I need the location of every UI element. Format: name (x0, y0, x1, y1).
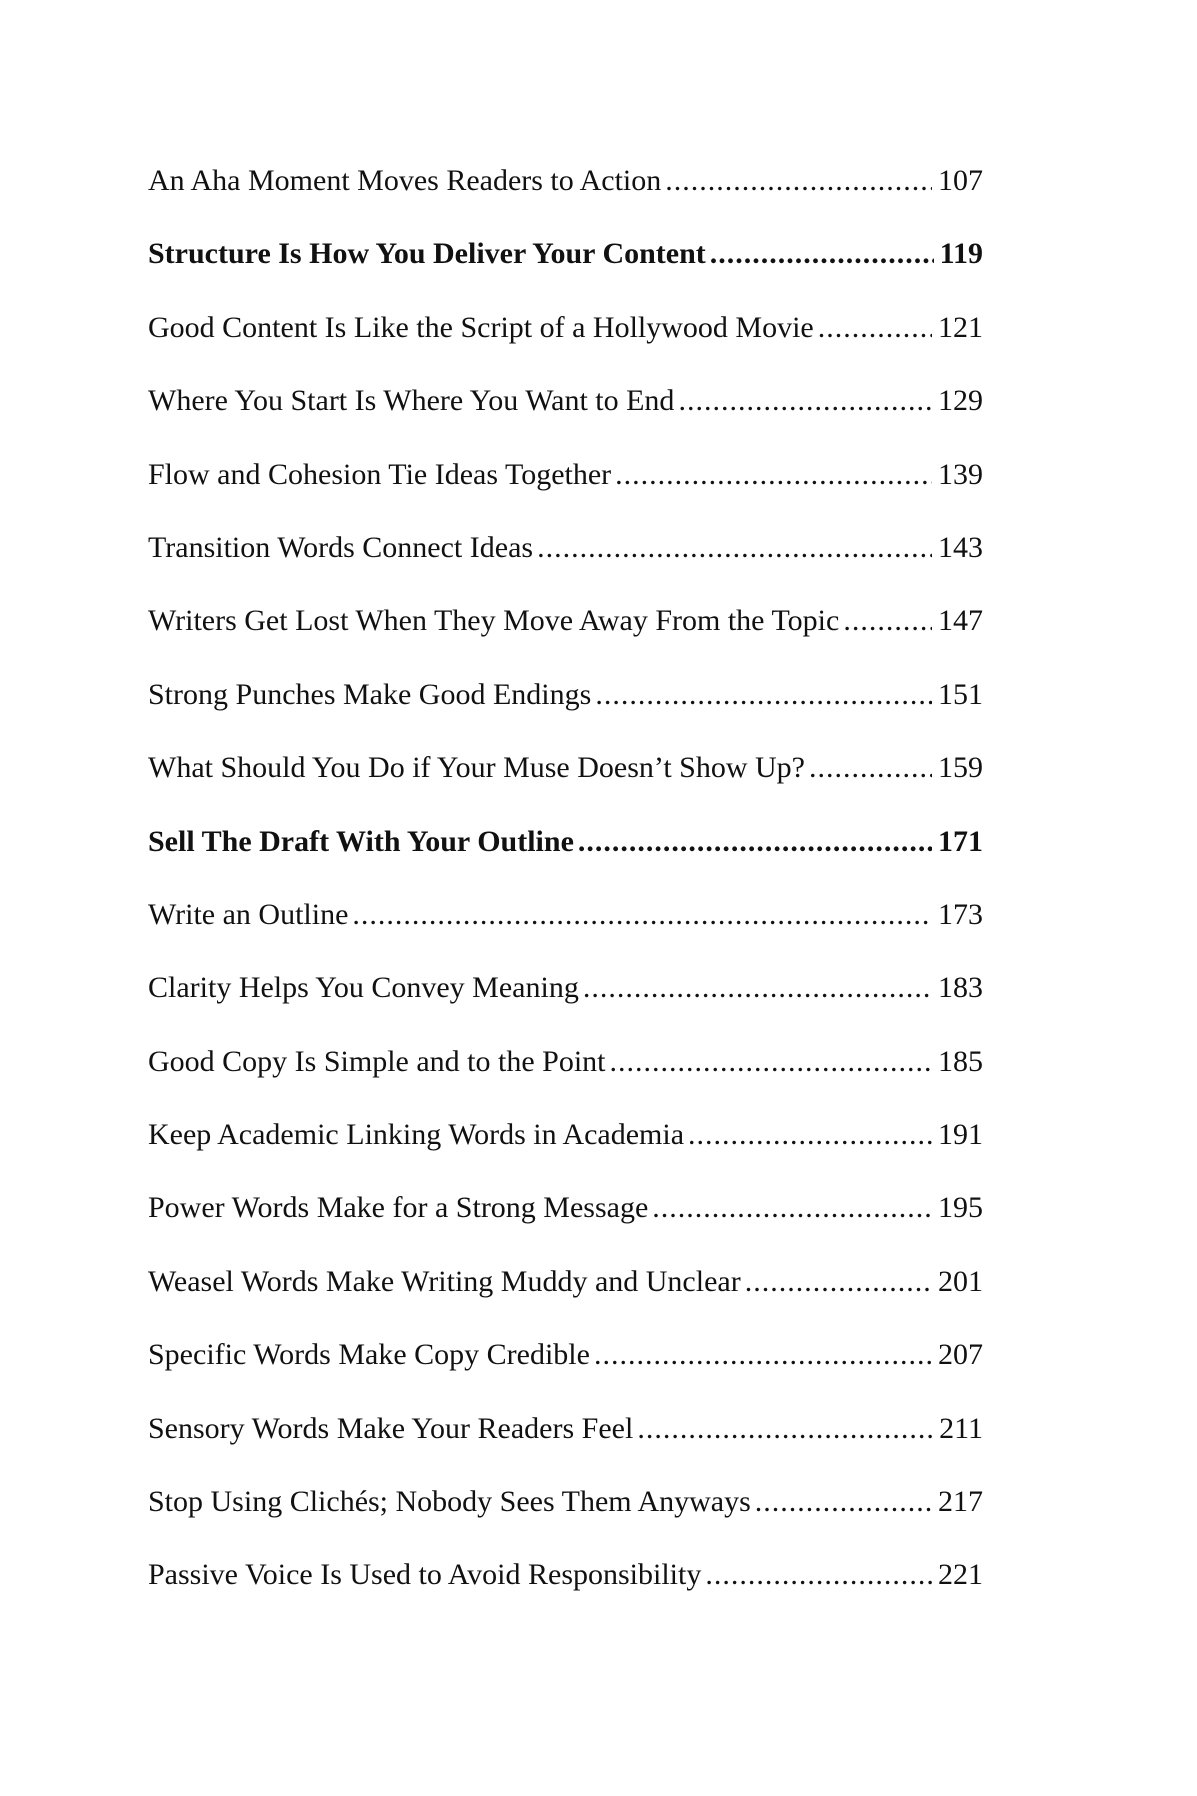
toc-dot-leader (583, 970, 932, 1006)
toc-entry-page: 159 (938, 751, 983, 785)
toc-entry-page: 183 (938, 971, 983, 1005)
toc-entry-page: 121 (938, 310, 983, 344)
toc-entry[interactable] (148, 970, 983, 1043)
toc-dot-leader (809, 750, 932, 786)
toc-entry[interactable] (148, 310, 983, 383)
toc-entry[interactable] (148, 1411, 983, 1484)
toc-entry-page: 211 (939, 1411, 983, 1445)
toc-entry-title: Specific Words Make Copy Credible (148, 1338, 590, 1372)
toc-entry[interactable] (148, 1044, 983, 1117)
toc-dot-leader (688, 1117, 932, 1153)
toc-dot-leader (594, 1337, 932, 1373)
toc-entry[interactable] (148, 677, 983, 750)
toc-dot-leader (595, 677, 932, 713)
toc-entry[interactable] (148, 163, 983, 236)
table-of-contents (148, 163, 983, 1631)
toc-entry-title: Good Content Is Like the Script of a Hollywood Movie (148, 310, 814, 344)
toc-entry-title: Flow and Cohesion Tie Ideas Together (148, 457, 612, 491)
toc-entry[interactable] (148, 750, 983, 823)
toc-entry[interactable] (148, 236, 983, 309)
toc-entry[interactable] (148, 897, 983, 970)
toc-dot-leader (710, 236, 934, 272)
toc-dot-leader (615, 457, 932, 493)
toc-entry-page: 195 (938, 1191, 983, 1225)
toc-entry-page: 217 (938, 1485, 983, 1519)
toc-dot-leader (705, 1557, 932, 1593)
toc-entry-title: Transition Words Connect Ideas (148, 530, 534, 564)
toc-entry-page: 129 (938, 384, 983, 418)
toc-dot-leader (818, 310, 932, 346)
toc-entry-title: Sensory Words Make Your Readers Feel (148, 1411, 634, 1445)
toc-dot-leader (665, 163, 932, 199)
toc-entry[interactable] (148, 1484, 983, 1557)
toc-entry-title: Good Copy Is Simple and to the Point (148, 1044, 606, 1078)
toc-dot-leader (537, 530, 932, 566)
toc-dot-leader (755, 1484, 932, 1520)
toc-entry-page: 191 (938, 1118, 983, 1152)
toc-entry-page: 119 (939, 237, 983, 271)
toc-entry[interactable] (148, 1190, 983, 1263)
toc-entry[interactable] (148, 824, 983, 897)
toc-entry-title: Sell The Draft With Your Outline (148, 824, 574, 858)
toc-entry-page: 151 (938, 677, 983, 711)
toc-entry-title: Keep Academic Linking Words in Academia (148, 1118, 685, 1152)
toc-entry-page: 201 (938, 1264, 983, 1298)
toc-entry[interactable] (148, 457, 983, 530)
toc-entry-page: 221 (938, 1558, 983, 1592)
toc-entry-title: Power Words Make for a Strong Message (148, 1191, 649, 1225)
toc-dot-leader (637, 1411, 933, 1447)
toc-entry-title: Stop Using Clichés; Nobody Sees Them Anyways (148, 1485, 751, 1519)
toc-entry-page: 139 (938, 457, 983, 491)
toc-entry-page: 171 (938, 824, 983, 858)
toc-entry-page: 207 (938, 1338, 983, 1372)
toc-entry[interactable] (148, 603, 983, 676)
toc-entry-title: An Aha Moment Moves Readers to Action (148, 164, 662, 197)
toc-dot-leader (678, 383, 932, 419)
toc-entry-title: Clarity Helps You Convey Meaning (148, 971, 579, 1005)
toc-entry[interactable] (148, 1117, 983, 1190)
toc-entry-page: 147 (938, 604, 983, 638)
toc-entry-page: 143 (938, 530, 983, 564)
toc-entry-page: 107 (938, 164, 983, 197)
toc-dot-leader (352, 897, 932, 933)
toc-dot-leader (843, 603, 932, 639)
toc-entry-title: Passive Voice Is Used to Avoid Responsibility (148, 1558, 702, 1592)
toc-entry-title: Where You Start Is Where You Want to End (148, 384, 675, 418)
toc-entry-page: 185 (938, 1044, 983, 1078)
toc-entry[interactable] (148, 1264, 983, 1337)
toc-dot-leader (610, 1044, 933, 1080)
toc-entry[interactable] (148, 1337, 983, 1410)
toc-entry-page: 173 (938, 897, 983, 931)
toc-entry-title: What Should You Do if Your Muse Doesn’t Show Up? (148, 751, 805, 785)
toc-entry-title: Structure Is How You Deliver Your Content (148, 237, 706, 271)
toc-entry-title: Strong Punches Make Good Endings (148, 677, 592, 711)
toc-dot-leader (578, 824, 932, 860)
toc-dot-leader (652, 1190, 932, 1226)
toc-entry[interactable] (148, 1557, 983, 1630)
toc-entry[interactable] (148, 383, 983, 456)
toc-entry-title: Writers Get Lost When They Move Away From the Topic (148, 604, 840, 638)
toc-dot-leader (745, 1264, 932, 1300)
toc-entry-title: Write an Outline (148, 897, 349, 931)
toc-entry[interactable] (148, 530, 983, 603)
toc-entry-title: Weasel Words Make Writing Muddy and Unclear (148, 1264, 741, 1298)
